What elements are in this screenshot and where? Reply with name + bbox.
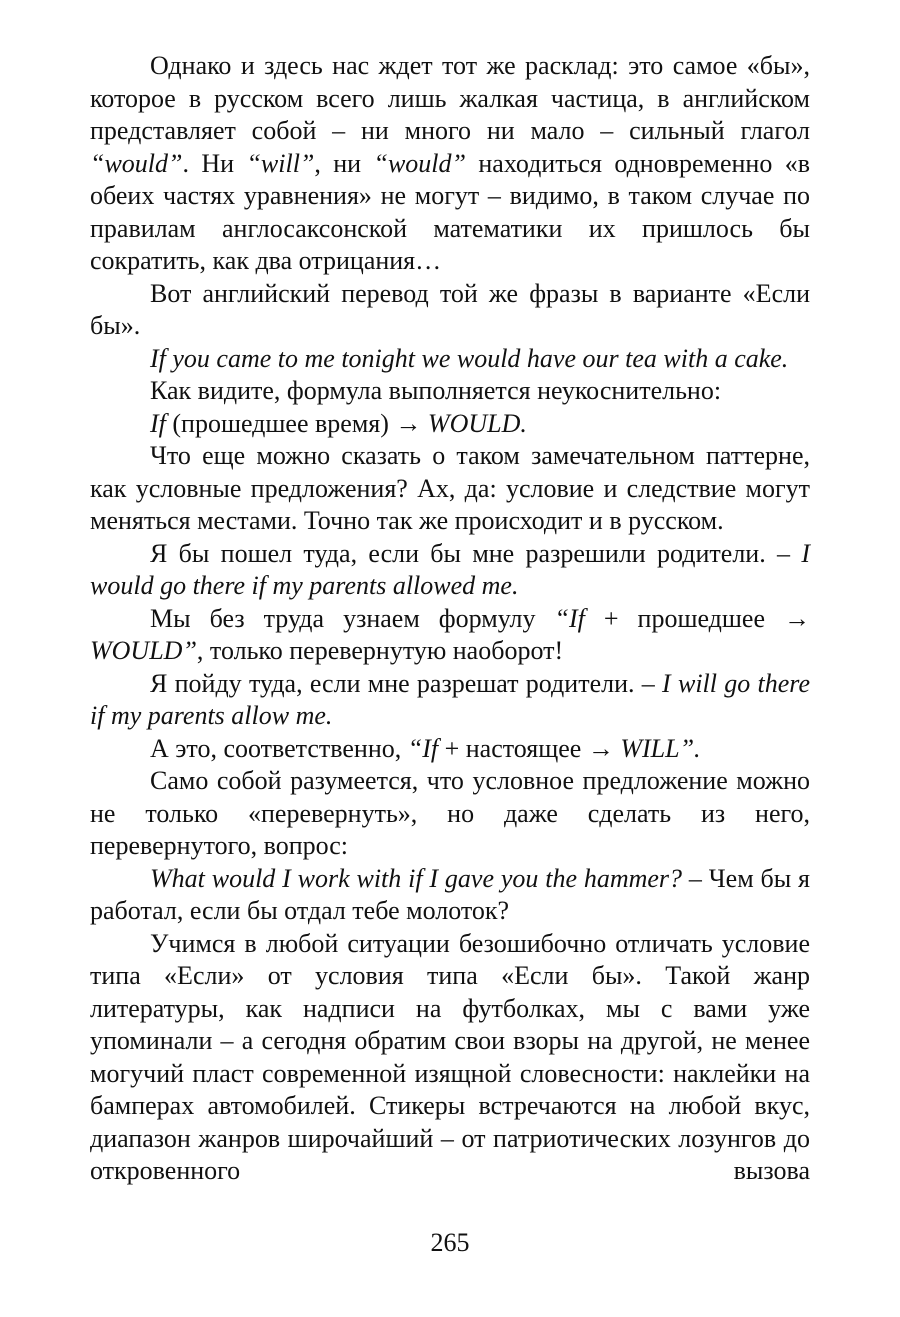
paragraph bbox=[90, 278, 810, 343]
italic-text: What would I work with if I gave you the hammer? bbox=[150, 863, 683, 893]
paragraph bbox=[90, 668, 810, 733]
text-run: → bbox=[784, 603, 810, 633]
text-run: → bbox=[587, 733, 614, 763]
paragraph bbox=[90, 603, 810, 668]
italic-text: “would” bbox=[90, 148, 183, 178]
text-run: , ни bbox=[314, 148, 374, 178]
text-run: Учимся в любой ситуации безошибочно отличать условие типа «Если» от условия типа «Если бы». Такой жанр литературы, как надписи на футболках, мы с вами уже упоминали – а сегодня обратим свои взоры на другой, не менее могучий пласт современной изящной словесности: наклейки на бамперах автомобилей. Стикеры встречаются на любой вкус, диапазон жанров широчайший – от патриотических лозунгов до откровенного вызова bbox=[90, 928, 810, 1185]
paragraph bbox=[90, 765, 810, 863]
text-run: Само собой разумеется, что условное предложение можно не только «перевернуть», но даже сделать из него, перевернутого, вопрос: bbox=[90, 766, 810, 860]
italic-text: “If bbox=[407, 733, 439, 763]
italic-text: “would” bbox=[373, 148, 466, 178]
text-run: находиться одновременно «в обеих частях уравнения» не могут – видимо, в таком случае по правилам англосаксонской математики их пришлось бы сократить, как два отрицания… bbox=[90, 148, 810, 275]
text-run: – Чем бы я работал, если бы отдал тебе молоток? bbox=[90, 863, 810, 925]
paragraph bbox=[90, 408, 810, 441]
paragraph bbox=[90, 343, 810, 376]
paragraph bbox=[90, 440, 810, 538]
text-run: Мы без труда узнаем формулу bbox=[150, 603, 555, 633]
italic-text: If you came to me tonight we would have our tea with a cake. bbox=[150, 343, 789, 373]
page-number: 265 bbox=[430, 1228, 470, 1257]
text-run: + настоящее bbox=[438, 733, 588, 763]
italic-text: “If bbox=[554, 603, 585, 633]
italic-text: WILL”. bbox=[613, 733, 701, 763]
text-run: → bbox=[395, 408, 422, 438]
text-run: (прошедшее время) bbox=[165, 408, 396, 438]
italic-text: WOULD” bbox=[90, 636, 197, 665]
text-run: , только перевернутую наоборот! bbox=[196, 636, 564, 665]
page-body bbox=[90, 50, 810, 1188]
italic-text: I would go there if my parents allowed me. bbox=[90, 538, 810, 600]
paragraph bbox=[90, 538, 810, 603]
italic-text: “will” bbox=[246, 148, 315, 178]
paragraph bbox=[90, 863, 810, 928]
text-run: Вот английский перевод той же фразы в варианте «Если бы». bbox=[90, 278, 810, 340]
italic-text: I will go there if my parents allow me. bbox=[90, 668, 810, 730]
text-run: . Ни bbox=[182, 148, 247, 178]
paragraph bbox=[90, 50, 810, 278]
text-run: Однако и здесь нас ждет тот же расклад: это самое «бы», которое в русском всего лишь жалкая частица, в английском представляет собой – ни много ни мало – сильный глагол bbox=[90, 51, 810, 145]
paragraph bbox=[90, 375, 810, 408]
text-run: Я бы пошел туда, если бы мне разрешили родители. – bbox=[150, 538, 802, 568]
text-run: Что еще можно сказать о таком замечательном паттерне, как условные предложения? Ах, да: условие и следствие могут меняться местами. Точно так же происходит и в русском. bbox=[90, 441, 810, 535]
text-run: Я пойду туда, если мне разрешат родители. – bbox=[150, 668, 663, 698]
italic-text: WOULD. bbox=[421, 408, 527, 438]
italic-text: If bbox=[150, 408, 166, 438]
paragraph bbox=[90, 733, 810, 766]
text-run: Как видите, формула выполняется неукоснительно: bbox=[150, 376, 722, 405]
text-run: + прошедшее bbox=[584, 603, 784, 633]
paragraph bbox=[90, 928, 810, 1188]
text-run: А это, соответственно, bbox=[150, 733, 408, 763]
